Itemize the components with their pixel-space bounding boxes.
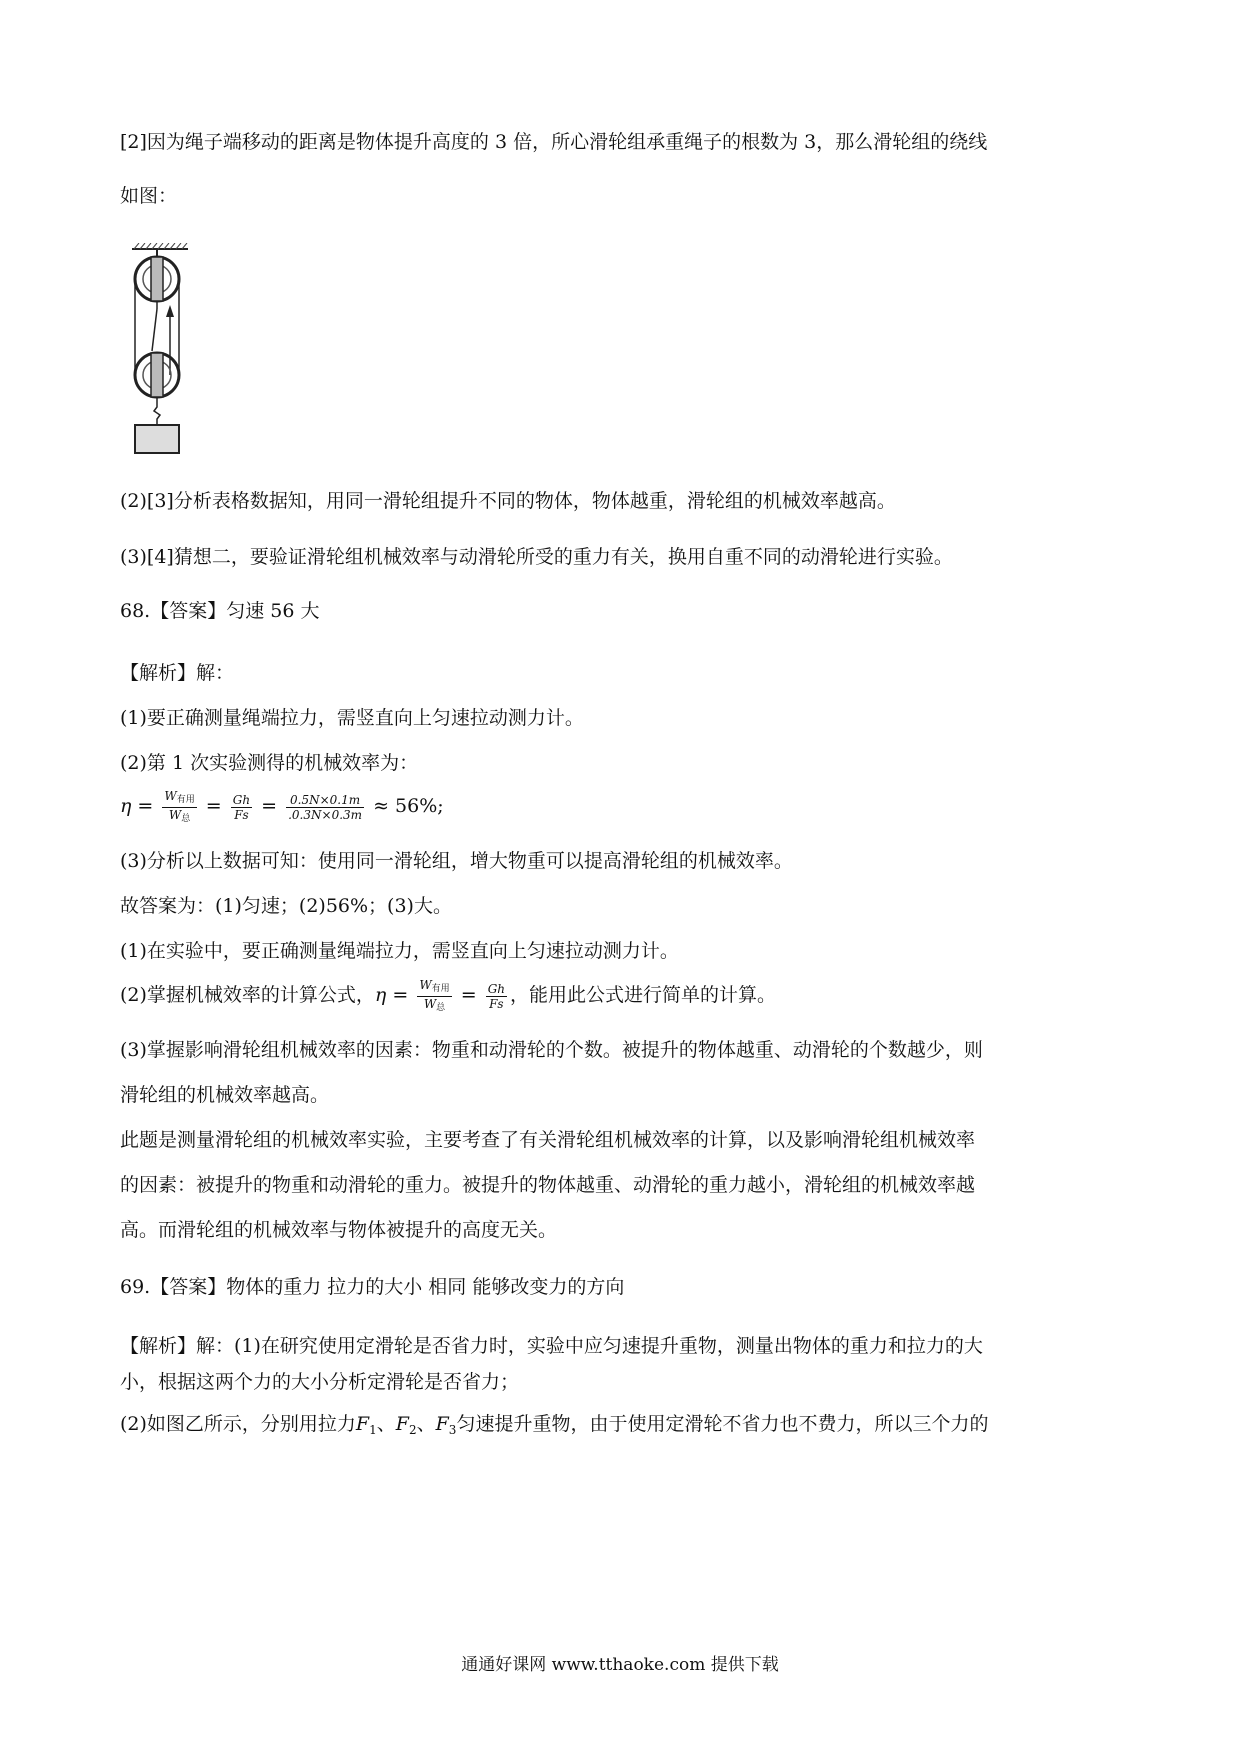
text-line: (2)如图乙所示，分别用拉力$F_1$、$F_2$、$F_3$匀速提升重物，由于使用定滑轮不省力也不费力，所以三个力的 (120, 1413, 989, 1437)
text-line: (1)在实验中，要正确测量绳端拉力，需竖直向上匀速拉动测力计。 (120, 940, 679, 962)
pulley-diagram (130, 243, 190, 493)
text-line: (3)分析以上数据可知：使用同一滑轮组，增大物重可以提高滑轮组的机械效率。 (120, 850, 793, 872)
page-footer: 通通好课网 www.tthaoke.com 提供下载 (461, 1655, 779, 1675)
text-line: 此题是测量滑轮组的机械效率实验，主要考查了有关滑轮组机械效率的计算，以及影响滑轮组机械效率 (120, 1129, 976, 1151)
answer-heading-68: 68.【答案】匀速 56 大 (120, 600, 320, 622)
analysis-heading: 【解析】解： (120, 662, 235, 684)
text-line: 的因素：被提升的物重和动滑轮的重力。被提升的物体越重、动滑轮的重力越小，滑轮组的机械效率越 (120, 1174, 976, 1196)
efficiency-formula: η = $\frac{W_{有用}}{W_总}$ = $\frac{Gh}{Fs}$ = $\frac{0.5N\times 0.1m}{.0.3N\times 0.3m}$ ≈ 56%; (120, 788, 444, 824)
answer-heading-69: 69.【答案】物体的重力 拉力的大小 相同 能够改变力的方向 (120, 1276, 625, 1298)
text-line: (3)掌握影响滑轮组机械效率的因素：物重和动滑轮的个数。被提升的物体越重、动滑轮的个数越少，则 (120, 1039, 983, 1061)
text-line: (3)[4]猜想二，要验证滑轮组机械效率与动滑轮所受的重力有关，换用自重不同的动滑轮进行实验。 (120, 546, 953, 568)
text-line: (1)要正确测量绳端拉力，需竖直向上匀速拉动测力计。 (120, 707, 584, 729)
text-line: [2]因为绳子端移动的距离是物体提升高度的 3 倍，所心滑轮组承重绳子的根数为 3，那么滑轮组的绕线 (120, 131, 988, 153)
text-line: 小，根据这两个力的大小分析定滑轮是否省力； (120, 1371, 520, 1393)
formula-line: (2)掌握机械效率的计算公式，η = $\frac{W_{有用}}{W_总}$ = $\frac{Gh}{Fs}$ ，能用此公式进行简单的计算。 (120, 977, 777, 1013)
text-line: (2)[3]分析表格数据知，用同一滑轮组提升不同的物体，物体越重，滑轮组的机械效率越高。 (120, 490, 896, 512)
text-line: 高。而滑轮组的机械效率与物体被提升的高度无关。 (120, 1219, 558, 1241)
text-line: 滑轮组的机械效率越高。 (120, 1084, 330, 1106)
text-line: 【解析】解：(1)在研究使用定滑轮是否省力时，实验中应匀速提升重物，测量出物体的重力和拉力的大 (120, 1335, 983, 1357)
text-line: 故答案为：(1)匀速；(2)56%；(3)大。 (120, 895, 452, 917)
text-line: 如图： (120, 185, 178, 207)
text-line: (2)第 1 次实验测得的机械效率为： (120, 752, 419, 774)
